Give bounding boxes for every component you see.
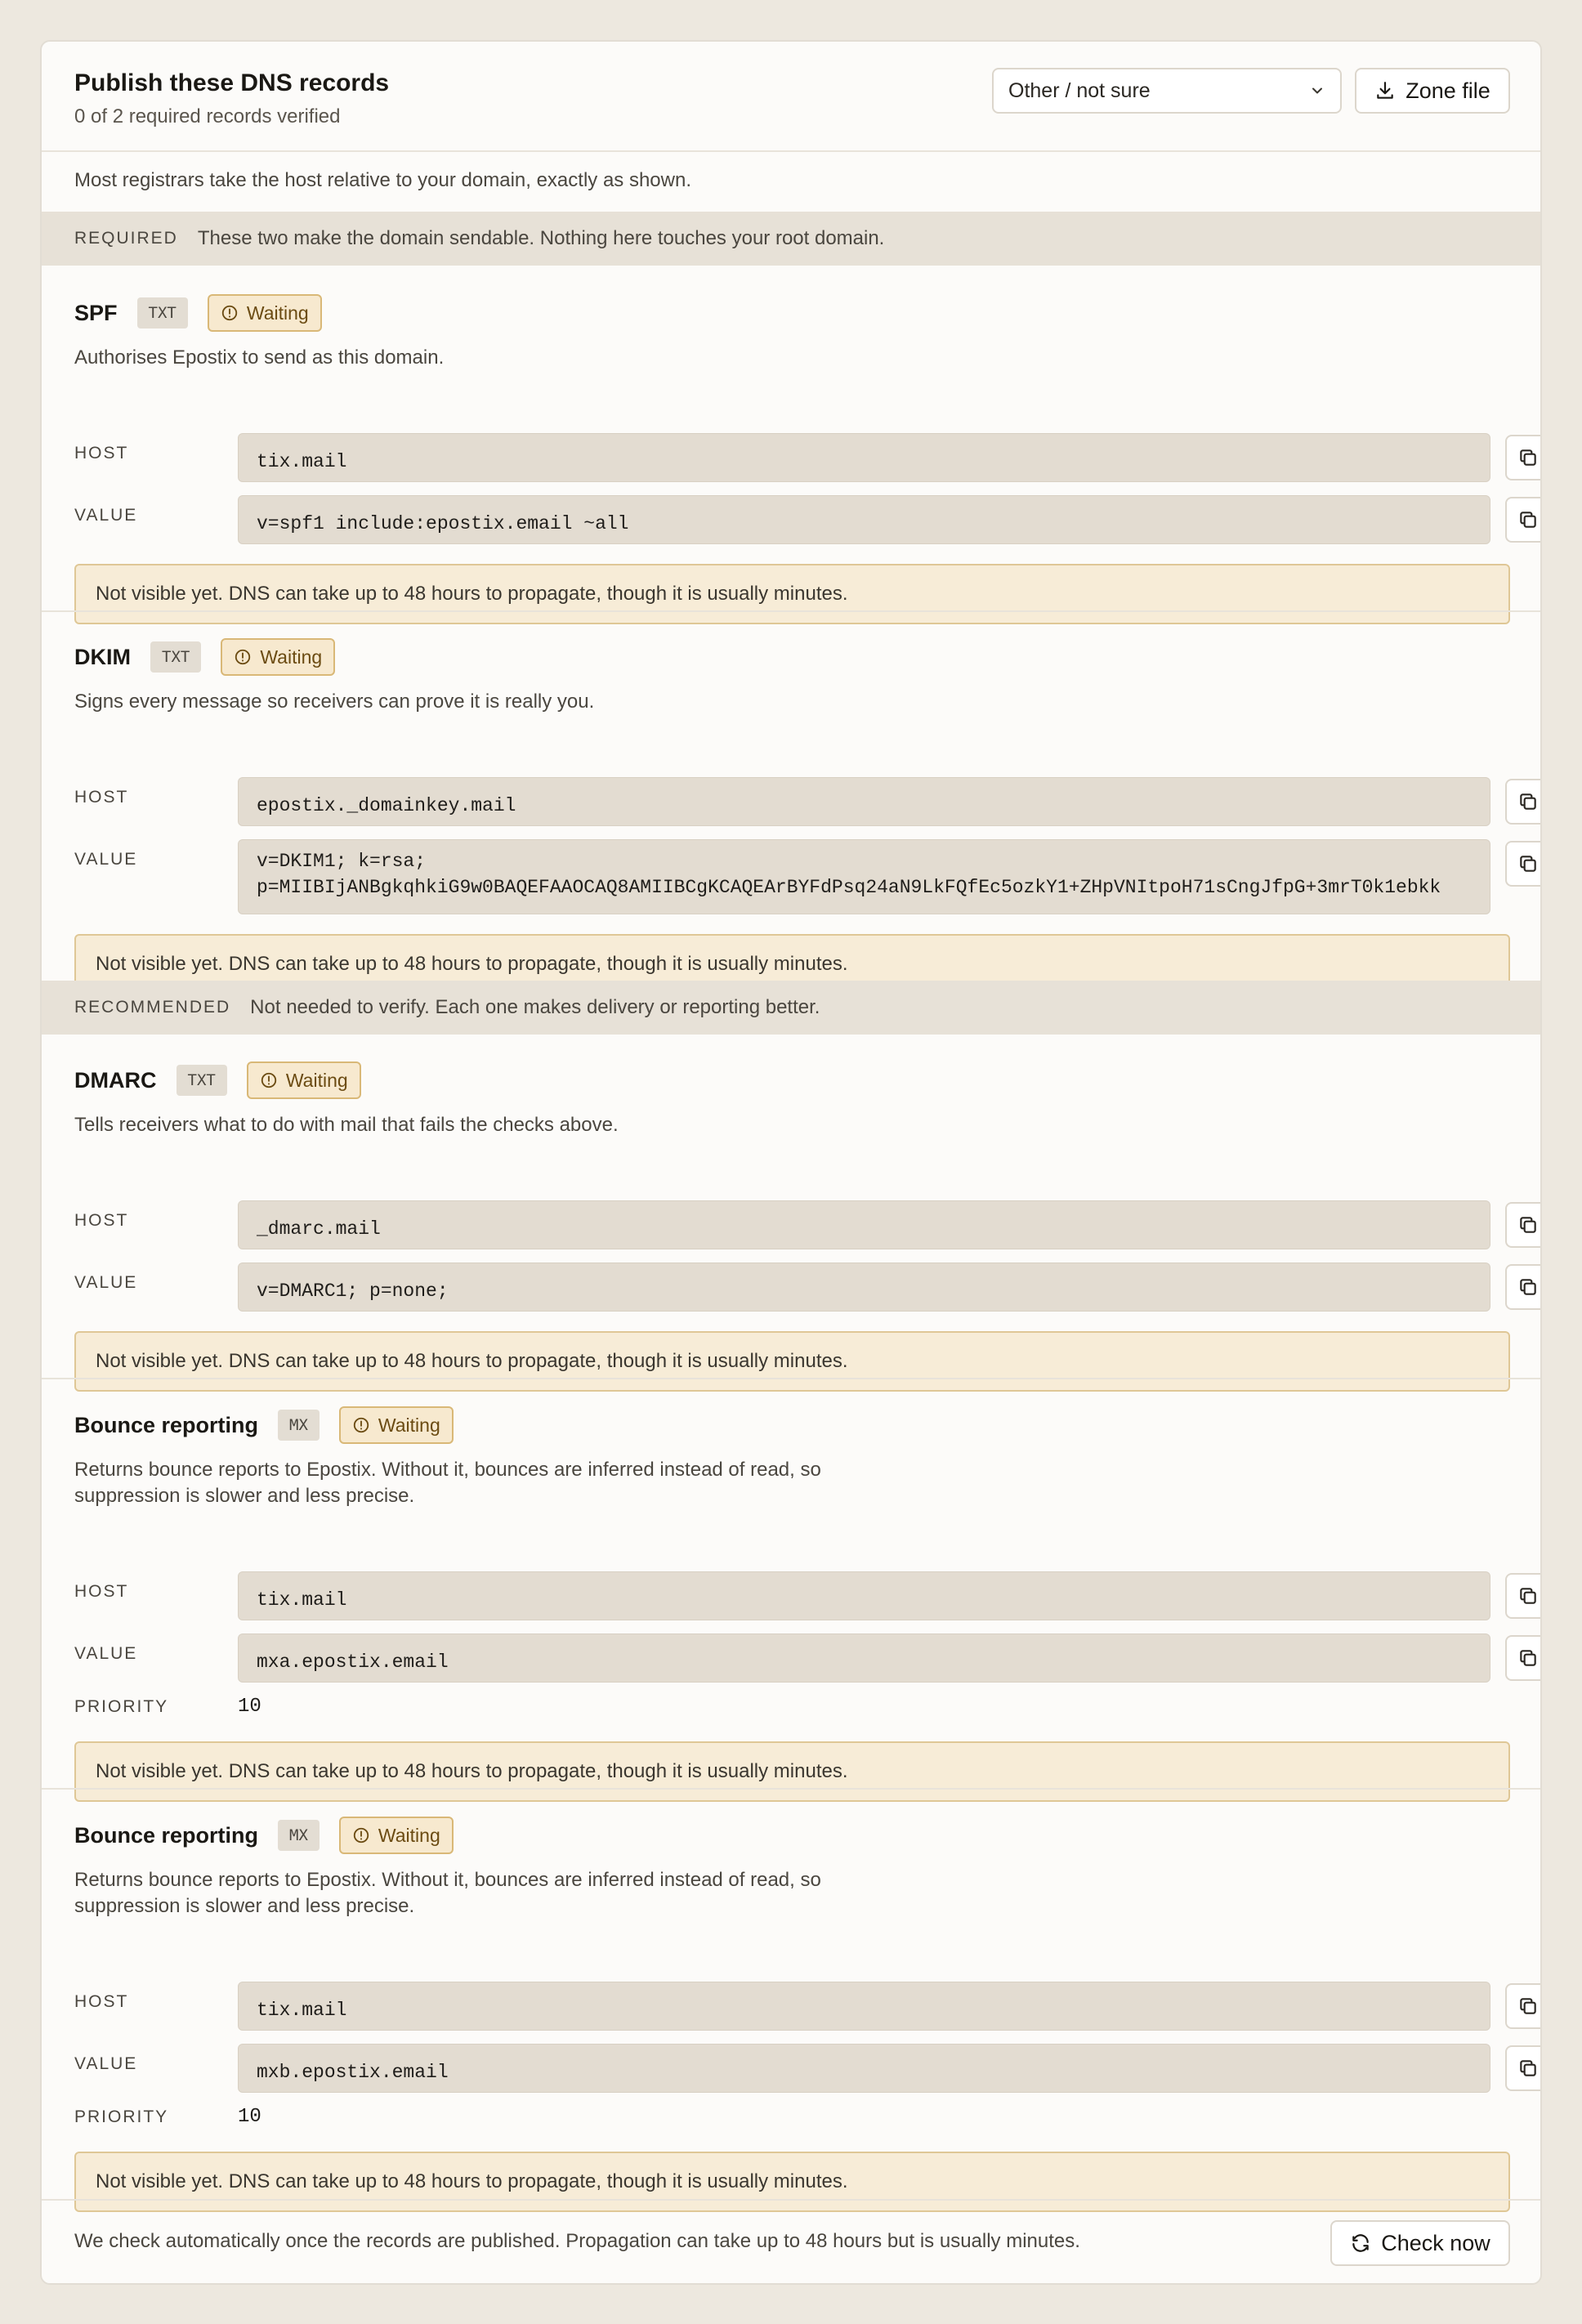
copy-value-button[interactable]: [1505, 2045, 1542, 2091]
record-description: Signs every message so receivers can prove it is really you.: [74, 690, 595, 713]
copy-icon: [1517, 791, 1539, 812]
status-label: Waiting: [378, 1414, 440, 1436]
chevron-down-icon: [1309, 83, 1325, 99]
record-header: [74, 1817, 454, 1854]
record-description: Returns bounce reports to Epostix. Without it, bounces are inferred instead of read, so suppression is slower and less precise.: [74, 1459, 821, 1507]
footer-text: We check automatically once the records are published. Propagation can take up to 48 hours but is usually minutes.: [74, 2230, 1080, 2252]
record-name: Bounce reporting: [74, 1822, 259, 1848]
copy-host-button[interactable]: [1505, 1573, 1542, 1619]
host-field[interactable]: tix.mail: [238, 1982, 1490, 2031]
propagation-notice: Not visible yet. DNS can take up to 48 hours to propagate, though it is usually minutes.: [74, 2152, 1510, 2212]
record-name: Bounce reporting: [74, 1412, 259, 1437]
status-label: Waiting: [378, 1824, 440, 1846]
propagation-notice: Not visible yet. DNS can take up to 48 hours to propagate, though it is usually minutes.: [74, 1331, 1510, 1392]
host-field[interactable]: tix.mail: [238, 433, 1490, 482]
copy-value-button[interactable]: [1505, 1635, 1542, 1681]
value-line: v=DKIM1; k=rsa;: [257, 851, 427, 872]
value-field[interactable]: mxb.epostix.email: [238, 2044, 1490, 2093]
alert-circle-icon: [352, 1826, 370, 1844]
value-field[interactable]: v=spf1 include:epostix.email ~all: [238, 495, 1490, 544]
card-header: [42, 42, 1540, 152]
status-badge: [339, 1406, 454, 1444]
record-name: DKIM: [74, 644, 131, 669]
value-line: p=MIIBIjANBgkqhkiG9w0BAQEFAAOCAQ8AMIIBCgKCAQEArBYFdPsq24aN9LkFQfEc5ozkY1+ZHpVNItpoH71sCngJfpG+3mrT0k1ebkk: [257, 877, 1441, 898]
priority-value: 10: [238, 1696, 261, 1718]
check-now-label: Check now: [1381, 2230, 1490, 2255]
page-title: Publish these DNS records: [74, 69, 390, 96]
priority-label: PRIORITY: [74, 1697, 169, 1716]
status-badge: [339, 1817, 454, 1854]
zone-file-button[interactable]: [1355, 68, 1510, 114]
copy-icon: [1517, 447, 1539, 468]
host-label: HOST: [74, 1211, 129, 1230]
recommended-band: [42, 981, 1540, 1035]
record-description: Tells receivers what to do with mail that fails the checks above.: [74, 1114, 619, 1136]
copy-icon: [1517, 1647, 1539, 1669]
record-type-badge: MX: [278, 1410, 320, 1441]
copy-icon: [1517, 2058, 1539, 2079]
record-type-badge: TXT: [177, 1065, 227, 1096]
record-name: SPF: [74, 300, 118, 325]
propagation-notice: Not visible yet. DNS can take up to 48 hours to propagate, though it is usually minutes.: [74, 564, 1510, 624]
alert-circle-icon: [234, 648, 252, 666]
divider: [42, 610, 1540, 612]
copy-icon: [1517, 1996, 1539, 2017]
copy-icon: [1517, 1585, 1539, 1607]
status-badge: [247, 1061, 361, 1099]
record-type-badge: TXT: [150, 641, 201, 673]
value-label: VALUE: [74, 1644, 138, 1663]
record-header: [74, 1061, 361, 1099]
copy-icon: [1517, 853, 1539, 874]
priority-value: 10: [238, 2106, 261, 2128]
status-label: Waiting: [260, 646, 323, 668]
host-field[interactable]: tix.mail: [238, 1571, 1490, 1620]
provider-select[interactable]: [992, 68, 1342, 114]
value-field[interactable]: [238, 839, 1490, 914]
required-text: These two make the domain sendable. Nothing here touches your root domain.: [197, 227, 885, 249]
download-icon: [1374, 80, 1396, 101]
propagation-notice: Not visible yet. DNS can take up to 48 hours to propagate, though it is usually minutes.: [74, 1741, 1510, 1802]
value-label: VALUE: [74, 506, 138, 525]
copy-host-button[interactable]: [1505, 779, 1542, 825]
alert-circle-icon: [352, 1416, 370, 1434]
status-label: Waiting: [285, 1069, 348, 1091]
propagation-notice: Not visible yet. DNS can take up to 48 hours to propagate, though it is usually minutes.: [74, 934, 1510, 994]
host-label: HOST: [74, 788, 129, 807]
divider: [42, 1788, 1540, 1790]
recommended-tag: RECOMMENDED: [74, 998, 231, 1017]
status-label: Waiting: [246, 302, 309, 324]
record-type-badge: TXT: [137, 297, 188, 328]
value-label: VALUE: [74, 2054, 138, 2073]
recommended-text: Not needed to verify. Each one makes delivery or reporting better.: [250, 996, 820, 1018]
alert-circle-icon: [260, 1071, 278, 1089]
dns-records-card: [40, 40, 1542, 2285]
record-name: DMARC: [74, 1067, 157, 1093]
alert-circle-icon: [221, 304, 239, 322]
status-badge: [208, 294, 322, 332]
copy-value-button[interactable]: [1505, 841, 1542, 887]
divider: [42, 1378, 1540, 1379]
copy-icon: [1517, 509, 1539, 530]
check-now-button[interactable]: [1330, 2220, 1510, 2266]
value-label: VALUE: [74, 1273, 138, 1292]
host-label: HOST: [74, 1992, 129, 2011]
record-description: Authorises Epostix to send as this domain.: [74, 346, 445, 369]
value-field[interactable]: mxa.epostix.email: [238, 1634, 1490, 1683]
copy-value-button[interactable]: [1505, 497, 1542, 543]
value-field[interactable]: v=DMARC1; p=none;: [238, 1263, 1490, 1312]
copy-value-button[interactable]: [1505, 1264, 1542, 1310]
intro-text: Most registrars take the host relative to your domain, exactly as shown.: [74, 169, 692, 191]
record-header: [74, 294, 322, 332]
value-label: VALUE: [74, 850, 138, 869]
zone-file-label: Zone file: [1405, 78, 1490, 103]
record-type-badge: MX: [278, 1820, 320, 1851]
host-field[interactable]: _dmarc.mail: [238, 1200, 1490, 1249]
verification-progress: 0 of 2 required records verified: [74, 105, 341, 127]
provider-select-value: Other / not sure: [1008, 78, 1151, 102]
record-header: [74, 1406, 454, 1444]
host-field[interactable]: epostix._domainkey.mail: [238, 777, 1490, 826]
required-tag: REQUIRED: [74, 229, 178, 248]
copy-icon: [1517, 1276, 1539, 1298]
record-header: [74, 638, 335, 676]
copy-host-button[interactable]: [1505, 1202, 1542, 1248]
host-label: HOST: [74, 1582, 129, 1601]
refresh-icon: [1350, 2232, 1371, 2254]
copy-host-button[interactable]: [1505, 435, 1542, 480]
priority-label: PRIORITY: [74, 2107, 169, 2126]
copy-icon: [1517, 1214, 1539, 1236]
host-label: HOST: [74, 444, 129, 463]
status-badge: [221, 638, 335, 676]
copy-host-button[interactable]: [1505, 1983, 1542, 2029]
divider: [42, 2199, 1540, 2201]
required-band: [42, 212, 1540, 266]
record-description: Returns bounce reports to Epostix. Without it, bounces are inferred instead of read, so suppression is slower and less precise.: [74, 1869, 821, 1917]
